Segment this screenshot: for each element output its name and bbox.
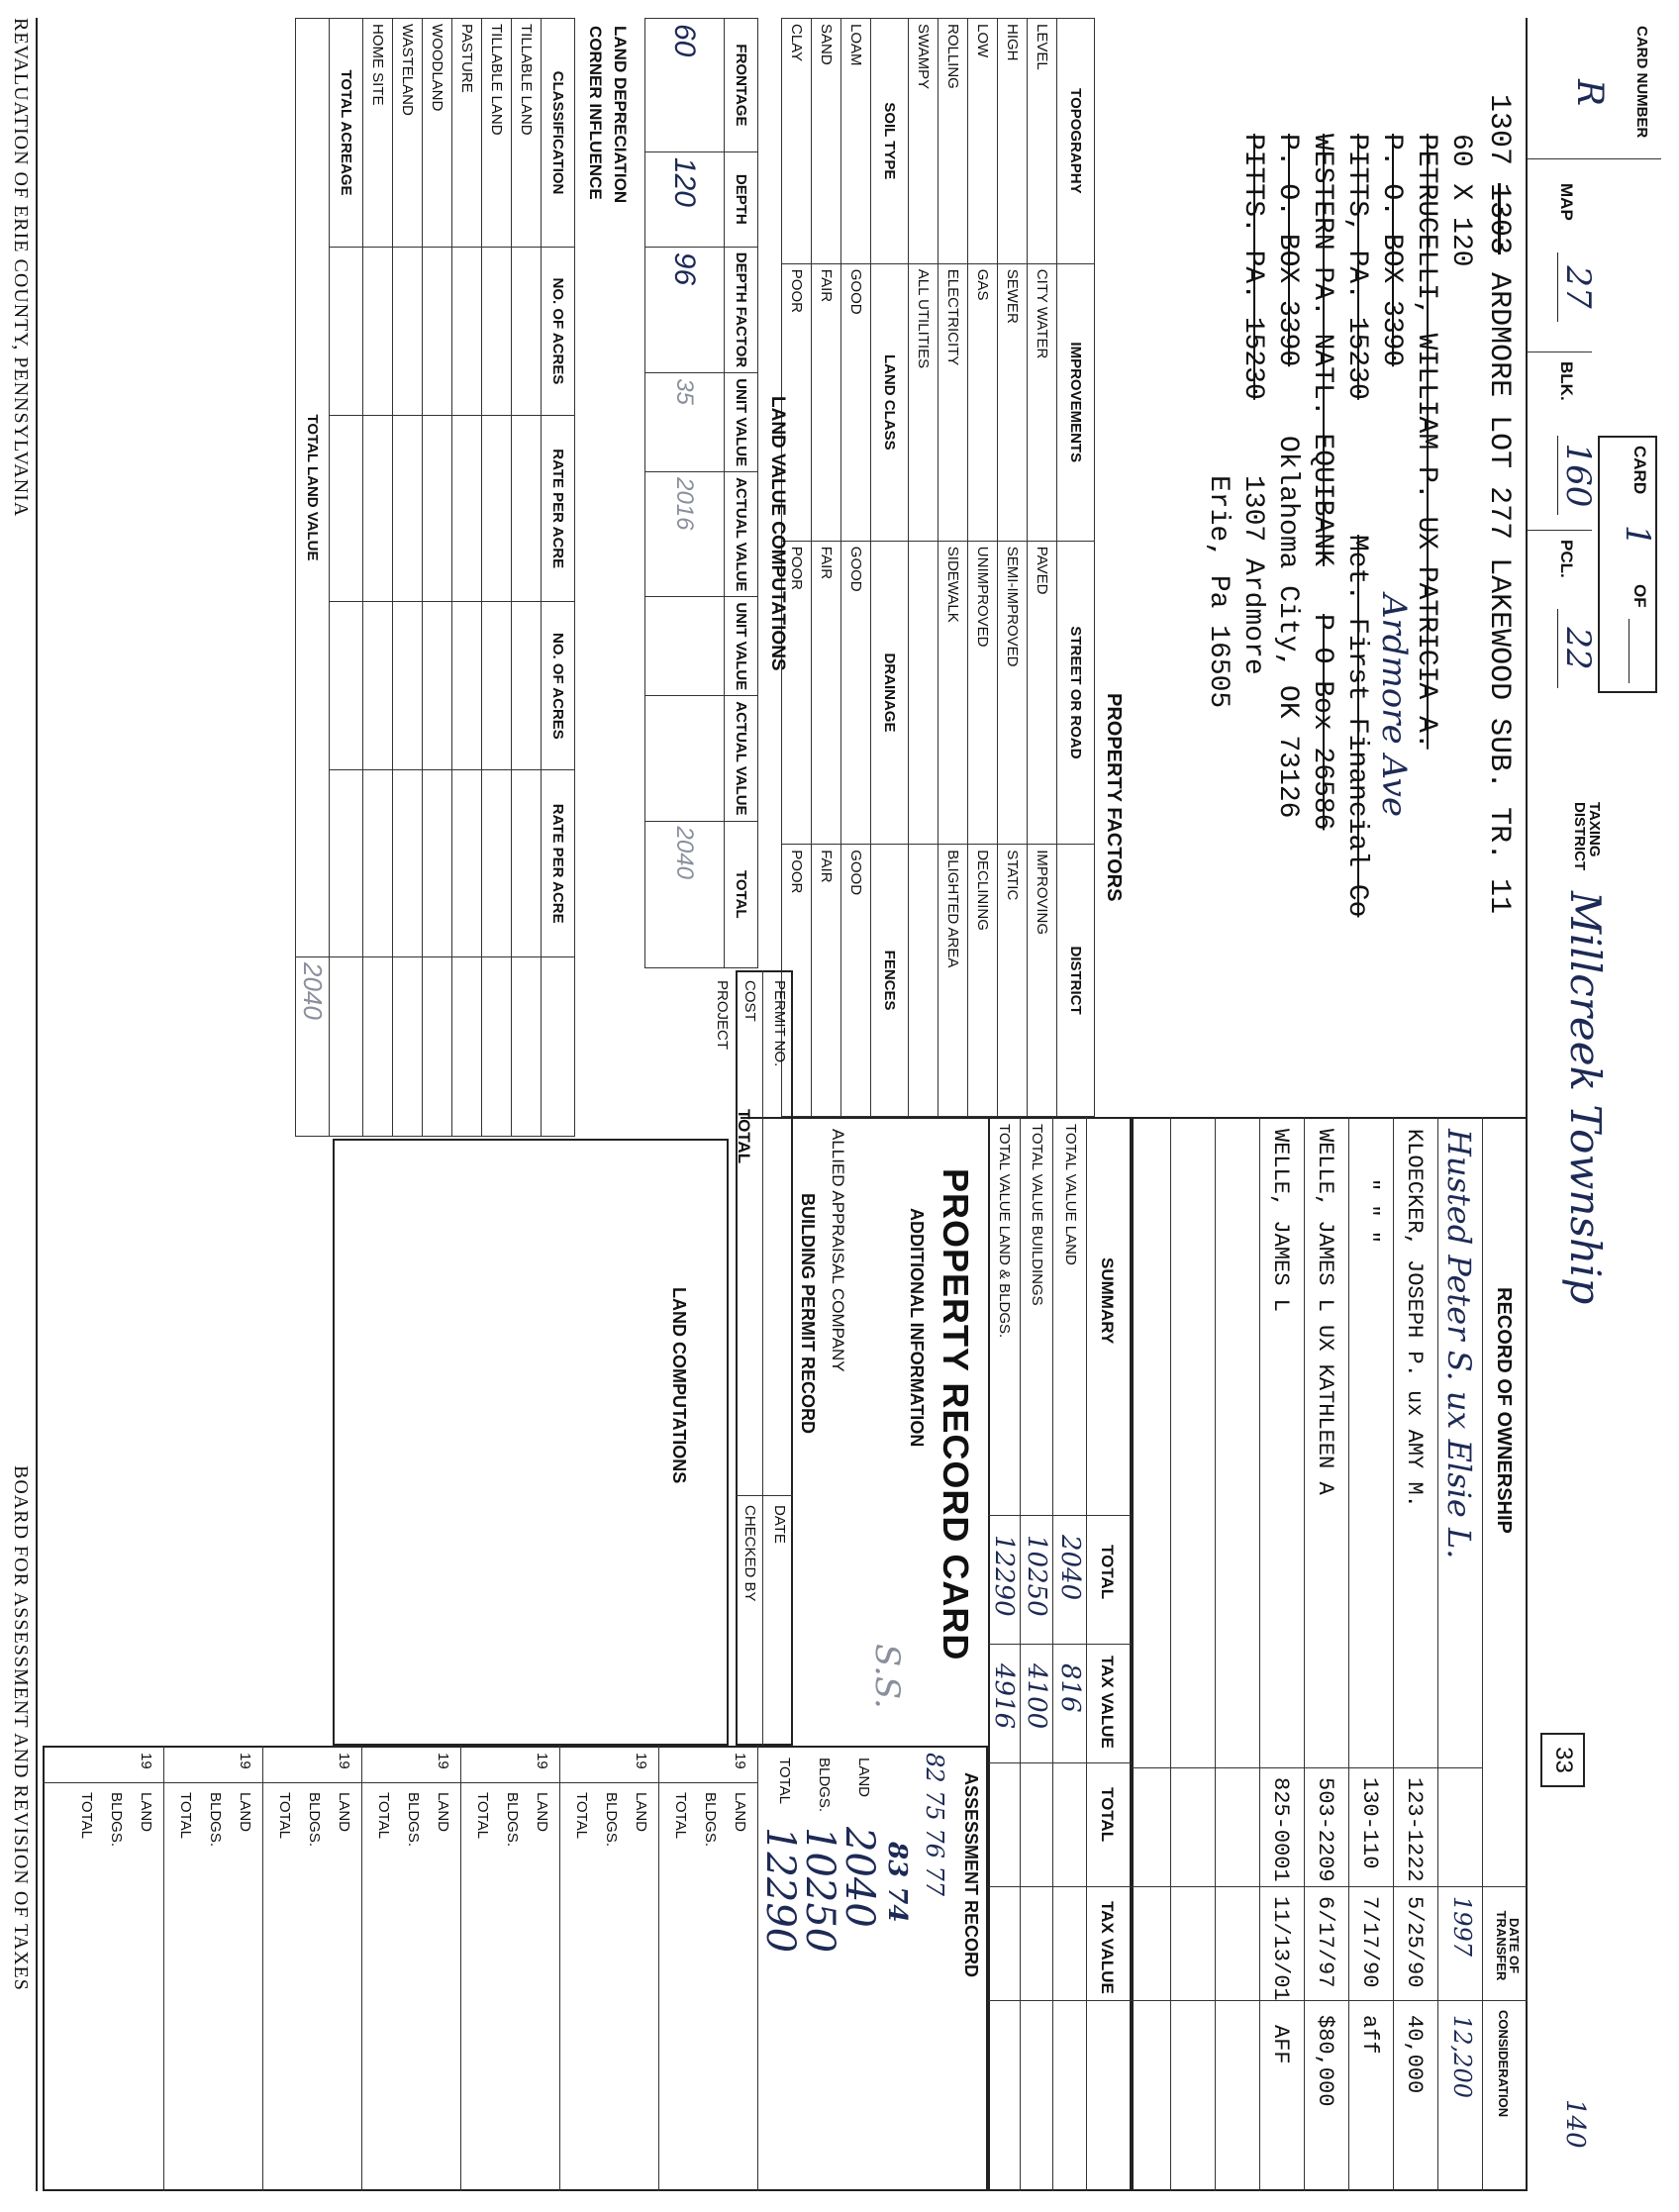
address-line-1 <box>1482 94 1516 914</box>
owner-5-consideration: AFF <box>1268 2025 1293 2064</box>
assessment-4-bldgs: BLDGS. <box>504 1792 521 1848</box>
address-line-7b: Oklahoma City, OK 73126 <box>1272 436 1303 819</box>
district-improving: IMPROVING <box>1028 845 1057 1117</box>
assessment-stamp: 83 74 <box>882 1842 912 1923</box>
permit-checked-label: CHECKED BY <box>741 1505 758 1602</box>
assessment-8-year: 19 <box>138 1753 154 1769</box>
street-unimproved: UNIMPROVED <box>968 541 998 844</box>
address-line-5b: Met. First Financial Co <box>1341 535 1372 918</box>
no-acres-header-2: NO. OF ACRES <box>542 602 575 770</box>
lv-depth-factor-header: DEPTH FACTOR <box>725 247 758 372</box>
address-line-8: PITTS. PA. 15230 <box>1237 134 1268 400</box>
drainage-fair: FAIR <box>812 541 841 844</box>
fences-poor: POOR <box>782 845 812 1117</box>
map-value: 27 <box>1557 252 1598 322</box>
corner-number: 33 <box>1540 1733 1585 1787</box>
permit-grid <box>736 970 793 1746</box>
classification-header: CLASSIFICATION <box>542 19 575 248</box>
lv-unit-value-header-2: UNIT VALUE <box>725 597 758 696</box>
total-land-value-amount: 2040 <box>296 957 330 1137</box>
card-number-value: R <box>1569 79 1610 107</box>
owner-4-name: WELLE, JAMES L UX KATHLEEN A <box>1313 1129 1337 1495</box>
corner-influence: CORNER INFLUENCE <box>586 26 605 200</box>
owner-3-consideration: aff <box>1357 2015 1382 2055</box>
fences-good: GOOD <box>841 845 871 1117</box>
blk-value: 160 <box>1557 436 1598 515</box>
permit-no-label: PERMIT NO. <box>771 980 788 1067</box>
summary-total-header: TOTAL <box>1098 1545 1117 1600</box>
assessment-3-land: LAND <box>633 1792 649 1833</box>
pcl-label: PCL. <box>1557 540 1576 578</box>
permit-project-label: PROJECT <box>714 980 731 1051</box>
summary-title: SUMMARY <box>1098 1257 1117 1345</box>
address-number-struck: 1303 <box>1482 183 1516 255</box>
summary-row-all-total: 12290 <box>989 1535 1019 1617</box>
assessment-first-bldgs-label: BLDGS. <box>816 1758 833 1813</box>
taxing-district-label: TAXING DISTRICT <box>1571 802 1603 871</box>
assessment-first-bldgs: 10250 <box>797 1827 842 1954</box>
owner-2-consideration: 40,000 <box>1402 2015 1427 2094</box>
lv-depth-header: DEPTH <box>725 151 758 247</box>
land-class-poor: POOR <box>782 263 812 541</box>
district-static: STATIC <box>998 845 1028 1117</box>
class-pasture: PASTURE <box>452 19 482 248</box>
soil-header: SOIL TYPE <box>871 19 909 264</box>
address-legal: ARDMORE LOT 277 LAKEWOOD SUB. TR. 11 <box>1482 272 1516 915</box>
card-number-label: CARD NUMBER <box>1633 26 1650 139</box>
address-line-4: P. O. BOX 3390 <box>1376 134 1407 367</box>
taxing-district-value: Millcreek Township <box>1561 891 1610 1305</box>
address-line-6b: P O Box 26586 <box>1307 614 1337 831</box>
owner-3-date: 7/17/90 <box>1357 1896 1382 1988</box>
of-label: OF <box>1630 584 1649 608</box>
summary-total-header-2: TOTAL <box>1098 1787 1117 1843</box>
assessment-first-total: 12290 <box>757 1827 803 1954</box>
class-tillable-2: TILLABLE LAND <box>482 19 512 248</box>
assessment-4-total: TOTAL <box>474 1792 491 1839</box>
address-line-5: PITTS, PA. 15230 <box>1341 134 1372 400</box>
assessment-4-land: LAND <box>534 1792 550 1833</box>
owner-1-date: 1997 <box>1448 1896 1476 1958</box>
assessment-6-land: LAND <box>336 1792 352 1833</box>
assessment-4-year: 19 <box>534 1753 550 1769</box>
lv-frontage: 60 <box>645 19 725 152</box>
assessment-2-bldgs: BLDGS. <box>702 1792 719 1848</box>
lv-unit-value-header: UNIT VALUE <box>725 373 758 472</box>
total-acreage: TOTAL ACREAGE <box>330 19 363 248</box>
card-main-title: PROPERTY RECORD CARD <box>936 1168 976 1661</box>
summary-row-bldgs-total: 10250 <box>1022 1535 1051 1617</box>
map-label: MAP <box>1557 183 1576 221</box>
improvements-gas: GAS <box>968 263 998 541</box>
lv-depth: 120 <box>645 151 725 247</box>
lv-frontage-header: FRONTAGE <box>725 19 758 152</box>
assessment-7-year: 19 <box>237 1753 253 1769</box>
summary-row-land-tax: 816 <box>1055 1663 1085 1713</box>
pcl-value: 22 <box>1557 609 1598 688</box>
district-declining: DECLINING <box>968 845 998 1117</box>
ownership-title: RECORD OF OWNERSHIP <box>1493 1287 1515 1534</box>
property-factors-grid <box>781 18 1095 1117</box>
address-line-2: 60 X 120 <box>1445 134 1476 267</box>
summary-row-all-label: TOTAL VALUE LAND & BLDGS. <box>996 1124 1013 1339</box>
address-line-9b: Erie, Pa 16505 <box>1203 475 1234 709</box>
card-label: CARD <box>1630 446 1649 495</box>
land-class-header: LAND CLASS <box>871 263 909 541</box>
drainage-good: GOOD <box>841 541 871 844</box>
owner-2-name: KLOECKER, JOSEPH P. ux AMY M. <box>1402 1129 1427 1508</box>
classification-grid <box>295 18 575 1137</box>
corner-hand: 140 <box>1560 2099 1590 2149</box>
street-semi: SEMI-IMPROVED <box>998 541 1028 844</box>
soil-loam: LOAM <box>841 19 871 264</box>
class-home-site: HOME SITE <box>363 19 393 248</box>
footer-left: REVALUATION OF ERIE COUNTY, PENNSYLVANIA <box>10 18 32 518</box>
address-line-3: PETRUCELLI, WILLIAM P. UX PATRICIA A. <box>1411 134 1441 750</box>
soil-sand: SAND <box>812 19 841 264</box>
owner-2-doc: 123-1222 <box>1402 1777 1427 1882</box>
improvements-city-water: CITY WATER <box>1028 263 1057 541</box>
assessment-years: 82 75 76 77 <box>921 1753 948 1897</box>
address-line-7: P. O. BOX 3390 <box>1272 134 1303 367</box>
owner-4-consideration: $80,000 <box>1313 2015 1337 2107</box>
owner-5-date: 11/13/01 <box>1268 1896 1293 2001</box>
lv-unit-value: 35 <box>645 373 725 472</box>
summary-row-land-label: TOTAL VALUE LAND <box>1062 1124 1079 1265</box>
footer-rule <box>36 18 38 2191</box>
address-line-8b: 1307 Ardmore <box>1237 475 1268 675</box>
summary-row-land-total: 2040 <box>1055 1535 1085 1601</box>
summary-tax-header-2: TAX VALUE <box>1098 1901 1117 1994</box>
owner-5-name: WELLE, JAMES L <box>1268 1129 1293 1312</box>
drainage-poor: POOR <box>782 541 812 844</box>
assessment-2-year: 19 <box>732 1753 748 1769</box>
topography-swampy: SWAMPY <box>909 19 938 264</box>
footer-right: BOARD FOR ASSESSMENT AND REVISION OF TAXES <box>10 1465 32 1991</box>
owner-4-doc: 503-2209 <box>1313 1777 1337 1882</box>
assessment-7-bldgs: BLDGS. <box>207 1792 224 1848</box>
card-value: 1 <box>1618 525 1657 547</box>
topography-low: LOW <box>968 19 998 264</box>
assessment-first-total-label: TOTAL <box>776 1758 793 1804</box>
street-sidewalk: SIDEWALK <box>938 541 968 844</box>
permit-date-label: DATE <box>771 1505 788 1544</box>
topography-header: TOPOGRAPHY <box>1057 19 1095 264</box>
assessment-first-land: 2040 <box>837 1827 882 1928</box>
assessment-title: ASSESSMENT RECORD <box>961 1772 981 1978</box>
consideration-header: CONSIDERATION <box>1496 2010 1511 2118</box>
permit-cost-label: COST <box>741 980 758 1022</box>
assessment-7-total: TOTAL <box>177 1792 194 1839</box>
rate-per-acre-header: RATE PER ACRE <box>542 415 575 602</box>
improvements-header: IMPROVEMENTS <box>1057 263 1095 541</box>
lv-total: 2040 <box>645 821 725 967</box>
assessment-6-bldgs: BLDGS. <box>306 1792 323 1848</box>
assessment-3-total: TOTAL <box>573 1792 590 1839</box>
date-header: DATE OF TRANSFER <box>1494 1910 1522 1981</box>
card-hand-note: S.S. <box>867 1644 907 1709</box>
assessment-6-year: 19 <box>336 1753 352 1769</box>
class-wasteland: WASTELAND <box>393 19 423 248</box>
land-computations-title: LAND COMPUTATIONS <box>669 1287 689 1484</box>
assessment-6-total: TOTAL <box>276 1792 293 1839</box>
drainage-header: DRAINAGE <box>871 541 909 844</box>
topography-rolling: ROLLING <box>938 19 968 264</box>
topography-level: LEVEL <box>1028 19 1057 264</box>
land-value-title: LAND VALUE COMPUTATIONS <box>767 396 788 671</box>
permit-title: BUILDING PERMIT RECORD <box>798 1193 818 1434</box>
owner-3-doc: 130-110 <box>1357 1777 1382 1869</box>
address-number: 1307 <box>1482 94 1516 166</box>
summary-row-bldgs-label: TOTAL VALUE BUILDINGS <box>1029 1124 1045 1306</box>
district-header: DISTRICT <box>1057 845 1095 1117</box>
topography-high: HIGH <box>998 19 1028 264</box>
assessment-3-bldgs: BLDGS. <box>603 1792 620 1848</box>
assessment-5-total: TOTAL <box>375 1792 392 1839</box>
property-factors-title: PROPERTY FACTORS <box>1103 693 1125 902</box>
street-header: STREET OR ROAD <box>1057 541 1095 844</box>
assessment-2-land: LAND <box>732 1792 748 1833</box>
assessment-8-total: TOTAL <box>78 1792 95 1839</box>
total-land-value-label: TOTAL LAND VALUE <box>296 19 330 957</box>
lv-total-header-2: TOTAL <box>735 1109 753 1164</box>
address-line-4-hand: Ardmore Ave <box>1374 594 1414 817</box>
assessment-5-year: 19 <box>435 1753 451 1769</box>
owner-1-name: Husted Peter S. ux Elsie L. <box>1440 1129 1478 1559</box>
assessment-5-bldgs: BLDGS. <box>405 1792 422 1848</box>
lv-actual-value-header: ACTUAL VALUE <box>725 472 758 597</box>
lv-total-header: TOTAL <box>725 821 758 967</box>
owner-2-date: 5/25/90 <box>1402 1896 1427 1988</box>
assessment-8-land: LAND <box>138 1792 154 1833</box>
assessment-3-year: 19 <box>633 1753 649 1769</box>
company-name: ALLIED APPRAISAL COMPANY <box>829 1129 847 1372</box>
improvements-all-utilities: ALL UTILITIES <box>909 263 938 541</box>
soil-clay: CLAY <box>782 19 812 264</box>
assessment-7-land: LAND <box>237 1792 253 1833</box>
of-value <box>1629 619 1630 683</box>
street-paved: PAVED <box>1028 541 1057 844</box>
owner-1-consideration: 12,200 <box>1448 2015 1476 2098</box>
assessment-5-land: LAND <box>435 1792 451 1833</box>
fences-header: FENCES <box>871 845 909 1117</box>
improvements-sewer: SEWER <box>998 263 1028 541</box>
summary-row-bldgs-tax: 4100 <box>1022 1663 1051 1730</box>
class-woodland: WOODLAND <box>423 19 452 248</box>
assessment-2-total: TOTAL <box>672 1792 689 1839</box>
assessment-8-bldgs: BLDGS. <box>108 1792 125 1848</box>
summary-tax-header: TAX VALUE <box>1098 1656 1117 1749</box>
additional-info: ADDITIONAL INFORMATION <box>907 1208 927 1448</box>
blk-label: BLK. <box>1557 361 1576 401</box>
owner-4-date: 6/17/97 <box>1313 1896 1337 1988</box>
owner-3-name: " " " <box>1357 1178 1382 1245</box>
lv-actual-value: 2016 <box>645 472 725 597</box>
improvements-electricity: ELECTRICITY <box>938 263 968 541</box>
district-blighted: BLIGHTED AREA <box>938 845 968 1117</box>
lv-depth-factor: 96 <box>645 247 725 372</box>
land-class-fair: FAIR <box>812 263 841 541</box>
rate-per-acre-header-2: RATE PER ACRE <box>542 770 575 957</box>
owner-5-doc: 825-0001 <box>1268 1777 1293 1882</box>
land-class-good: GOOD <box>841 263 871 541</box>
land-value-grid <box>644 18 758 968</box>
fences-fair: FAIR <box>812 845 841 1117</box>
address-line-6: WESTERN PA. NATL. EQUIBANK <box>1307 134 1337 566</box>
class-tillable-1: TILLABLE LAND <box>512 19 542 248</box>
lv-actual-value-header-2: ACTUAL VALUE <box>725 696 758 821</box>
summary-row-all-tax: 4916 <box>989 1663 1019 1730</box>
land-depreciation: LAND DEPRECIATION <box>611 26 630 204</box>
no-acres-header: NO. OF ACRES <box>542 248 575 416</box>
assessment-first-land-label: LAND <box>855 1758 872 1798</box>
